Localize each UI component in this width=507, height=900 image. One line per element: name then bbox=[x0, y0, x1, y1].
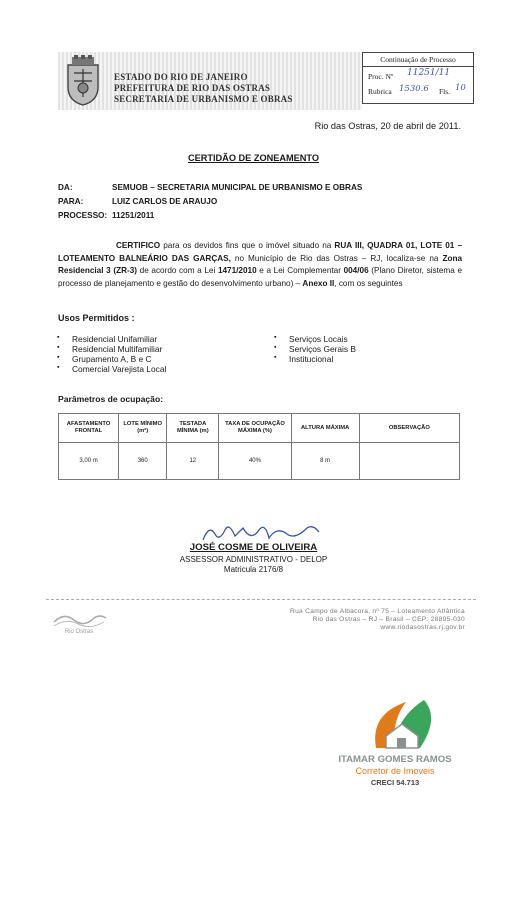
table-cell: 8 m bbox=[291, 443, 359, 480]
table-header-cell: TAXA DE OCUPAÇÃO MÁXIMA (%) bbox=[219, 414, 291, 443]
header-prefeitura: PREFEITURA DE RIO DAS OSTRAS bbox=[114, 83, 271, 93]
table-header-cell: LOTE MÍNIMO (m²) bbox=[119, 414, 167, 443]
table-cell bbox=[359, 443, 459, 480]
footer-divider bbox=[46, 599, 476, 600]
signatory-name: JOSÉ COSME DE OLIVEIRA bbox=[189, 542, 318, 553]
footer-city: Rio das Ostras – RJ – Brasil – CEP: 28895-030 bbox=[312, 616, 465, 623]
table-header-cell: AFASTAMENTO FRONTAL bbox=[59, 414, 119, 443]
realtor-house-logo-icon bbox=[336, 694, 454, 754]
footer-website: www.riodasostras.rj.gov.br bbox=[380, 624, 465, 631]
meta-processo bbox=[58, 211, 155, 220]
table-row bbox=[59, 443, 460, 480]
uso-left-item: ▪ Grupamento A, B e C bbox=[72, 354, 152, 364]
meta-processo-value: 11251/2011 bbox=[112, 211, 155, 220]
uso-left-item: ▪ Comercial Varejista Local bbox=[72, 364, 166, 374]
meta-para-value: LUIZ CARLOS DE ARAUJO bbox=[112, 197, 218, 206]
usos-heading: Usos Permitidos : bbox=[58, 313, 135, 323]
realtor-subtitle: Corretor de Imoveis bbox=[355, 766, 435, 776]
table-header-row bbox=[59, 414, 460, 443]
stamp-proc-value: 11251/11 bbox=[407, 68, 451, 78]
table-cell: 360 bbox=[119, 443, 167, 480]
meta-para-label: PARA: bbox=[58, 197, 84, 206]
uso-right-item: ▪ Serviços Gerais B bbox=[289, 344, 356, 354]
uso-right-item: ▪ Institucional bbox=[289, 354, 333, 364]
signatory-role: ASSESSOR ADMINISTRATIVO - DELOP bbox=[179, 555, 328, 564]
table-header-cell: OBSERVAÇÃO bbox=[359, 414, 459, 443]
stamp-rubrica-label: Rubrica bbox=[368, 87, 392, 96]
stamp-fls-label: Fls. bbox=[439, 87, 451, 96]
table-cell: 12 bbox=[167, 443, 219, 480]
process-stamp bbox=[362, 52, 474, 104]
table-header-cell: TESTADA MÍNIMA (m) bbox=[167, 414, 219, 443]
parametros-heading: Parâmetros de ocupação: bbox=[58, 394, 164, 404]
meta-da-label: DA: bbox=[58, 183, 73, 192]
table-cell: 40% bbox=[219, 443, 291, 480]
rio-das-ostras-logo-icon bbox=[50, 606, 108, 634]
stamp-title: Continuação de Processo bbox=[363, 55, 473, 67]
stamp-rubrica-value: 1530.6 bbox=[399, 84, 429, 94]
uso-left-item: ▪ Residencial Unifamiliar bbox=[72, 334, 157, 344]
parametros-table bbox=[58, 413, 460, 480]
document-date: Rio das Ostras, 20 de abril de 2011. bbox=[314, 121, 461, 131]
table-cell: 3,00 m bbox=[59, 443, 119, 480]
stamp-fls-value: 10 bbox=[455, 83, 466, 93]
uso-right-item: ▪ Serviços Locais bbox=[289, 334, 348, 344]
meta-processo-label: PROCESSO: bbox=[58, 211, 108, 220]
document-title: CERTIDÃO DE ZONEAMENTO bbox=[187, 153, 319, 163]
signatory-matricula: Matricula 2176/8 bbox=[223, 565, 284, 574]
stamp-proc-label: Proc. Nº bbox=[368, 72, 394, 81]
meta-da-value: SEMUOB – SECRETARIA MUNICIPAL DE URBANISMO E OBRAS bbox=[112, 183, 363, 192]
realtor-creci: CRECI 54.713 bbox=[370, 778, 420, 787]
footer-logo-text: Rio Ostras bbox=[64, 629, 94, 634]
realtor-name: ITAMAR GOMES RAMOS bbox=[338, 754, 452, 765]
coat-of-arms-icon bbox=[62, 55, 104, 107]
uso-left-item: ▪ Residencial Multifamiliar bbox=[72, 344, 162, 354]
handwritten-signature bbox=[195, 520, 325, 544]
meta-da bbox=[58, 183, 363, 192]
meta-para bbox=[58, 197, 218, 206]
header-secretaria: SECRETARIA DE URBANISMO E OBRAS bbox=[114, 94, 293, 104]
header-state: ESTADO DO RIO DE JANEIRO bbox=[114, 72, 248, 82]
table-header-cell: ALTURA MÁXIMA bbox=[291, 414, 359, 443]
certification-paragraph: CERTIFICO para os devidos fins que o imóvel situado na RUA III, QUADRA 01, LOTE 01 – LOTEAMENTO BALNEÁRIO DAS GARÇAS, no Município de Rio das Ostras – RJ, localiza-se na Zona Residencial 3 (ZR-3) de acordo com a Lei 1471/2010 e a Lei Complementar 004/06 (Plano Diretor, sistema e processo de planejamento e gestão do desenvolvimento urbano) – Anexo II, com os seguintes bbox=[58, 241, 463, 288]
footer-address: Rua Campo de Albacora, nº 75 – Loteamento Atlântica bbox=[290, 608, 465, 615]
